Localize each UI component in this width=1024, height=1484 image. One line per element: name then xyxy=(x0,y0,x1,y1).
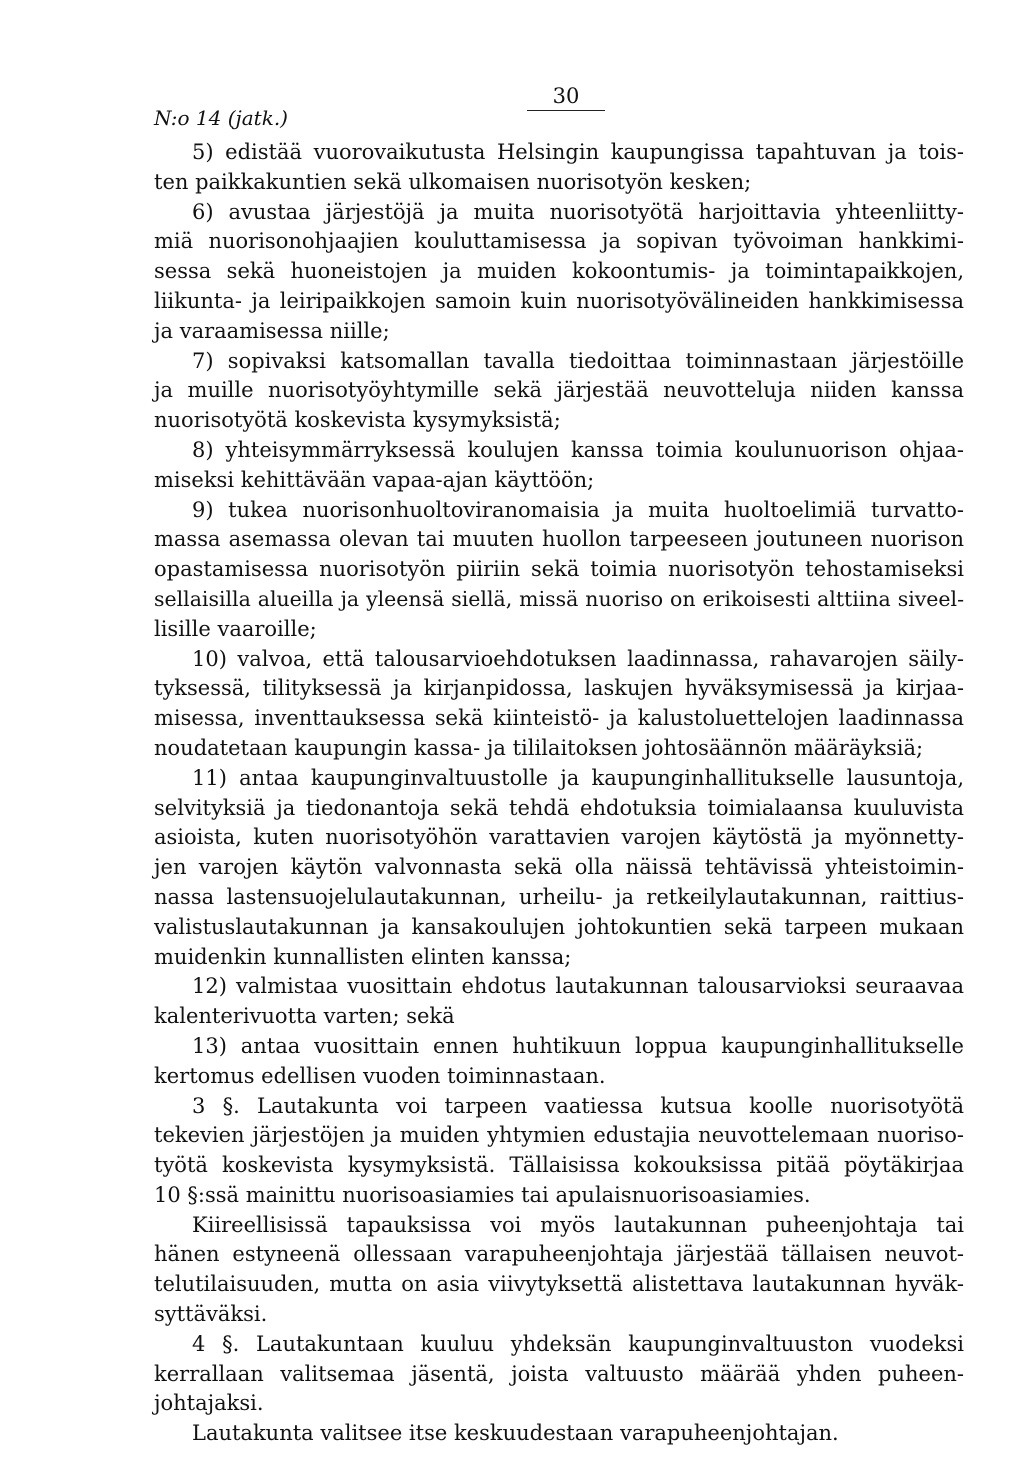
text-line: nuorisotyötä koskevista kysymyksistä; xyxy=(154,408,561,433)
text-line: sellaisilla alueilla ja yleensä siellä, missä nuoriso on erikoisesti alttiina siveel- xyxy=(154,586,964,611)
text-line: 8) yhteisymmärryksessä koulujen kanssa toimia koulunuorison ohjaa- xyxy=(192,437,964,462)
text-line: tekevien järjestöjen ja muiden yhtymien edustajia neuvottelemaan nuoriso- xyxy=(154,1123,964,1148)
text-line: 7) sopivaksi katsomallan tavalla tiedoittaa toiminnastaan järjestöille xyxy=(192,348,964,373)
text-line: 4 §. Lautakuntaan kuuluu yhdeksän kaupunginvaltuuston vuodeksi xyxy=(192,1331,964,1356)
text-line: 10) valvoa, että talousarvioehdotuksen laadinnassa, rahavarojen säily- xyxy=(192,646,964,671)
text-line: valistuslautakunnan ja kansakoulujen johtokuntien sekä tarpeen mukaan xyxy=(154,914,964,939)
continuation-reference: N:o 14 (jatk.) xyxy=(154,106,288,130)
text-line: tyksessä, tilityksessä ja kirjanpidossa, laskujen hyväksymisessä ja kirjaa- xyxy=(154,676,964,701)
text-line: noudatetaan kaupungin kassa- ja tililaitoksen johtosäännön määräyksiä; xyxy=(154,735,924,760)
text-line: syttäväksi. xyxy=(154,1302,268,1327)
text-line: telutilaisuuden, mutta on asia viivytyksettä alistettava lautakunnan hyväk- xyxy=(154,1272,964,1297)
text-line: 12) valmistaa vuosittain ehdotus lautakunnan talousarvioksi seuraavaa xyxy=(192,974,964,999)
text-line: asioista, kuten nuorisotyöhön varattavien varojen käytöstä ja myönnetty- xyxy=(154,825,964,850)
text-line: massa asemassa olevan tai muuten huollon tarpeeseen joutuneen nuorison xyxy=(154,527,964,552)
text-line: 13) antaa vuosittain ennen huhtikuun loppua kaupunginhallitukselle xyxy=(192,1033,964,1058)
text-line: 3 §. Lautakunta voi tarpeen vaatiessa kutsua koolle nuorisotyötä xyxy=(192,1093,964,1118)
document-body xyxy=(154,138,964,1449)
text-line: hänen estyneenä ollessaan varapuheenjohtaja järjestää tällaisen neuvot- xyxy=(154,1242,964,1267)
text-line: johtajaksi. xyxy=(154,1391,264,1416)
text-line: 5) edistää vuorovaikutusta Helsingin kaupungissa tapahtuvan ja tois- xyxy=(192,140,964,164)
text-line: ja muille nuorisotyöyhtymille sekä järjestää neuvotteluja niiden kanssa xyxy=(154,378,964,403)
text-line: ja varaamisessa niille; xyxy=(154,318,390,343)
text-line: ten paikkakuntien sekä ulkomaisen nuorisotyön kesken; xyxy=(154,169,752,194)
text-line: kalenterivuotta varten; sekä xyxy=(154,1004,455,1029)
text-line: kerrallaan valitsemaa jäsentä, joista valtuusto määrää yhden puheen- xyxy=(154,1361,964,1386)
text-line: misessa, inventtauksessa sekä kiinteistö- ja kalustoluettelojen laadinnassa xyxy=(154,706,964,731)
text-line: muidenkin kunnallisten elinten kanssa; xyxy=(154,944,572,969)
text-line: kertomus edellisen vuoden toiminnastaan. xyxy=(154,1063,606,1088)
text-line: 10 §:ssä mainittu nuorisoasiamies tai apulaisnuorisoasiamies. xyxy=(154,1182,811,1207)
text-line: nassa lastensuojelulautakunnan, urheilu- ja retkeilylautakunnan, raittius- xyxy=(154,884,964,909)
text-line: liikunta- ja leiripaikkojen samoin kuin nuorisotyövälineiden hankkimisessa xyxy=(154,288,964,313)
text-line: Lautakunta valitsee itse keskuudestaan varapuheenjohtajan. xyxy=(192,1421,839,1446)
page-header xyxy=(0,0,1024,140)
text-line: miseksi kehittävään vapaa-ajan käyttöön; xyxy=(154,467,595,492)
text-line: 6) avustaa järjestöjä ja muita nuorisotyötä harjoittavia yhteenliitty- xyxy=(192,199,964,224)
text-line: sessa sekä huoneistojen ja muiden kokoontumis- ja toimintapaikkojen, xyxy=(154,259,964,284)
text-line: työtä koskevista kysymyksistä. Tällaisissa kokouksissa pitää pöytäkirjaa xyxy=(154,1153,964,1178)
text-line: lisille vaaroille; xyxy=(154,616,317,641)
text-line: Kiireellisissä tapauksissa voi myös lautakunnan puheenjohtaja tai xyxy=(192,1212,964,1237)
page-number: 30 xyxy=(527,84,605,111)
text-line: miä nuorisonohjaajien kouluttamisessa ja sopivan työvoiman hankkimi- xyxy=(154,229,964,254)
text-line: 9) tukea nuorisonhuoltoviranomaisia ja muita huoltoelimiä turvatto- xyxy=(192,497,964,522)
text-line: selvityksiä ja tiedonantoja sekä tehdä ehdotuksia toimialaansa kuuluvista xyxy=(154,795,964,820)
text-line: jen varojen käytön valvonnasta sekä olla näissä tehtävissä yhteistoimin- xyxy=(154,855,964,880)
text-line: opastamisessa nuorisotyön piiriin sekä toimia nuorisotyön tehostamiseksi xyxy=(154,557,964,582)
text-line: 11) antaa kaupunginvaltuustolle ja kaupunginhallitukselle lausuntoja, xyxy=(192,765,964,790)
